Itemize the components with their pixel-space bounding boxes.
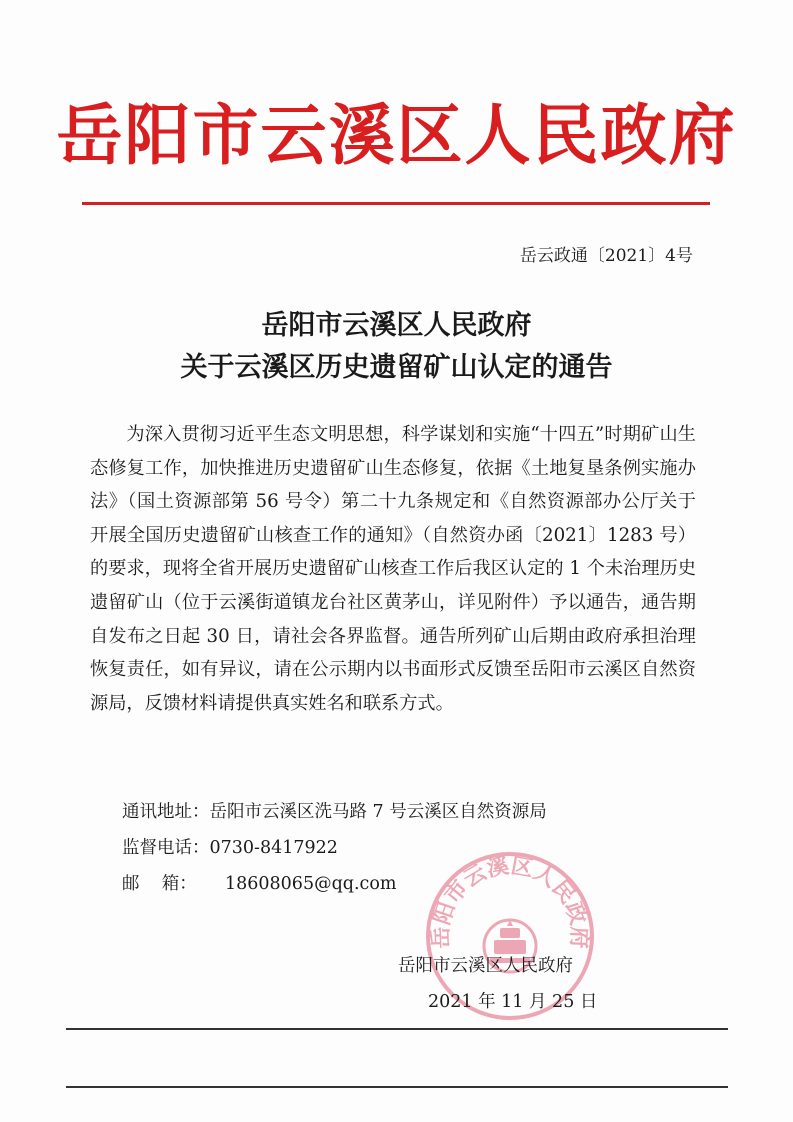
- seal-text: 岳阳市云溪区人民政府: [428, 853, 592, 949]
- document-number: 岳云政通〔2021〕4号: [519, 246, 693, 266]
- body-paragraph: 为深入贯彻习近平生态文明思想，科学谋划和实施“十四五”时期矿山生态修复工作，加快推进历史遗留矿山生态修复，依据《土地复垦条例实施办法》（国土资源部第 56 号令）第二十九条规定和《自然资源部办公厅关于开展全国历史遗留矿山核查工作的通知》（自然资办函〔2021〕1283 号）的要求，现将全省开展历史遗留矿山核查工作后我区认定的 1 个未治理历史遗留矿山（位于云溪街道镇龙台社区黄茅山，详见附件）予以通告，通告期自发布之日起 30 日，请社会各界监督。通告所列矿山后期由政府承担治理恢复责任，如有异议，请在公示期内以书面形式反馈至岳阳市云溪区自然资源局，反馈材料请提供真实姓名和联系方式。: [90, 424, 696, 714]
- contact-address-row: [122, 800, 547, 824]
- contact-phone-row: [122, 836, 338, 860]
- title-line-2: 关于云溪区历史遗留矿山认定的通告: [180, 352, 613, 383]
- email-value: 18608065@qq.com: [225, 874, 397, 894]
- footer-line-top: [66, 1028, 728, 1030]
- title-line-1: 岳阳市云溪区人民政府: [261, 310, 532, 341]
- address-label: 通讯地址：: [122, 802, 210, 822]
- phone-label: 监督电话：: [122, 838, 210, 858]
- address-value: 岳阳市云溪区洗马路 7 号云溪区自然资源局: [209, 802, 547, 822]
- signature-date: 2021 年 11 月 25 日: [428, 992, 598, 1012]
- footer-line-bottom: [66, 1086, 728, 1088]
- red-separator-line: [82, 202, 710, 205]
- contact-email-row: [122, 872, 396, 896]
- phone-value: 0730-8417922: [209, 838, 338, 858]
- email-label: 邮 箱：: [122, 874, 197, 894]
- signer-organization: 岳阳市云溪区人民政府: [398, 956, 573, 976]
- masthead-issuer: 岳阳市云溪区人民政府: [56, 97, 737, 174]
